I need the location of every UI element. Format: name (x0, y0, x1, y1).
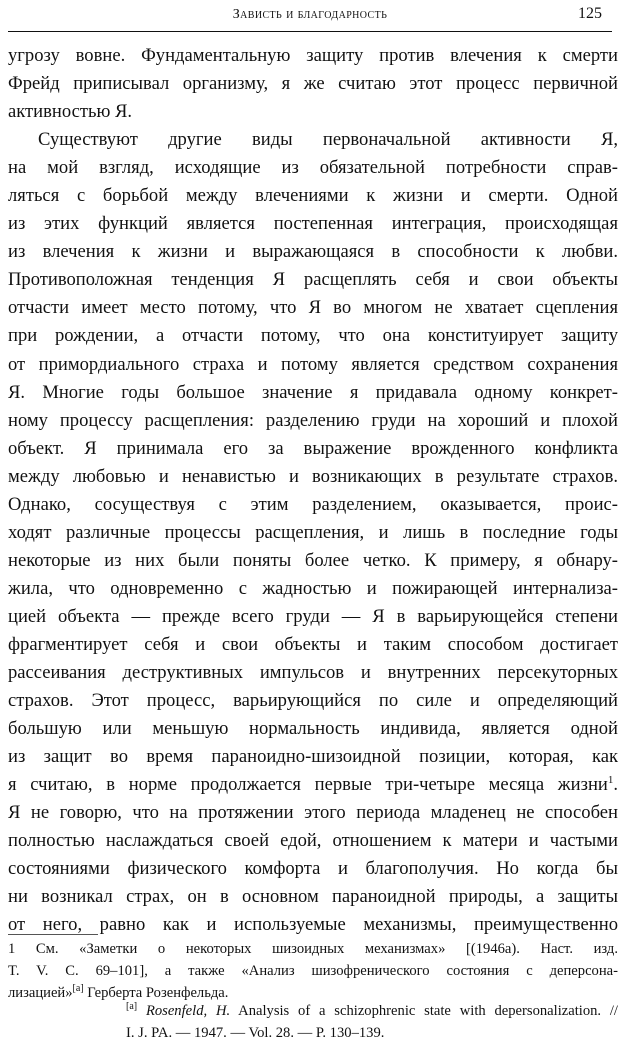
text-line: большую или меньшую нормальность индивида, является одной (8, 718, 618, 740)
page-header (0, 0, 620, 36)
text-line: отчасти имеет место потому, что Я во многом не хватает сцепления (8, 297, 618, 319)
reference-title: Analysis of a schizophrenic state with depersonalization. // (230, 1003, 618, 1019)
text-line: рассеивания деструктивных импульсов и внутренних персекуторных (8, 662, 618, 684)
text-line: на мой взгляд, исходящие из обязательной потребности справ- (8, 157, 618, 179)
text-line: цией объекта — прежде всего груди — Я в варьирующейся степени (8, 605, 618, 627)
text-line: между любовью и ненавистью и возникающих в результате страхов. (8, 465, 618, 487)
text-line: от примордиального страха и потому является средством сохранения (8, 353, 618, 375)
text-line: от него, равно как и используемые механизмы, преимущественно (8, 914, 618, 936)
text-line: фрагментирует себя и свои объекты и таким способом достигает (8, 633, 618, 655)
text-line: ни возникал страх, он в основном параноидной природы, а защиты (8, 886, 618, 908)
footnote-reference[interactable]: 1 (607, 774, 614, 787)
reference-marker: [a] (126, 1001, 138, 1013)
text-line: некоторые из них были поняты более четко. К примеру, я обнару- (8, 549, 618, 571)
reference-line: I. J. PA. — 1947. — Vol. 28. — P. 130–139. (126, 1025, 385, 1041)
body-text (8, 42, 618, 940)
footnote-segment: лизацией» (8, 985, 73, 1001)
text-line: Я не говорю, что на протяжении этого периода младенец не способен (8, 802, 618, 824)
text-line: полностью наслаждаться своей едой, отношением к матери и частыми (8, 830, 618, 852)
text-line: объект. Я принимала его за выражение врожденного конфликта (8, 437, 618, 459)
footnote-separator (8, 934, 98, 935)
footnote-segment: Герберта Розенфельда. (83, 985, 229, 1001)
reference-line (8, 1000, 618, 1022)
text-line: из защит во время параноидно-шизоидной позиции, которая, как (8, 746, 618, 768)
text-line: Я. Многие годы большое значение я придавала одному конкрет- (8, 381, 618, 403)
footnote-line: T. V. C. 69–101], а также «Анализ шизофренического состояния с деперсона- (8, 963, 618, 979)
footnote-ref-marker[interactable]: [a] (72, 983, 84, 995)
header-rule (8, 31, 612, 32)
text-line: угрозу вовне. Фундаментальную защиту против влечения к смерти (8, 45, 618, 66)
text-line: Однако, сосуществуя с этим разделением, оказывается, проис- (8, 493, 618, 515)
reference-note (8, 1000, 618, 1044)
reference-author: Rosenfeld, H. (145, 1003, 231, 1019)
text-line: активностью Я. (8, 101, 133, 123)
text-line: жила, что одновременно с жадностью и пожирающей интернализа- (8, 577, 618, 599)
text-line: ходят различные процессы расщепления, и лишь в последние годы (8, 521, 618, 543)
text-line: из влечения к жизни и выражающаяся в способности к любви. (8, 241, 618, 263)
footnote-line: 1 См. «Заметки о некоторых шизоидных механизмах» [(1946a). Наст. изд. (8, 941, 618, 957)
text-line: ляться с борьбой между влечениями к жизни и смерти. Одной (8, 185, 618, 207)
text-line: страхов. Этот процесс, варьирующийся по силе и определяющий (8, 690, 618, 712)
text-line: при рождении, а отчасти потому, что она конституирует защиту (8, 325, 618, 347)
running-head: Зависть и благодарность (232, 7, 388, 22)
text-line: Фрейд приписывал организму, я же считаю этот процесс первичной (8, 73, 618, 95)
footnotes (8, 938, 618, 1041)
text-line: из этих функций является постепенная интеграция, происходящая (8, 213, 618, 235)
text-line: Существуют другие виды первоначальной активности Я, (38, 129, 618, 151)
text-line: Противоположная тенденция Я расщеплять себя и свои объекты (8, 269, 618, 291)
text-line-with-footnote: я считаю, в норме продолжается первые три-четыре месяца жизни$^1$. (8, 774, 618, 796)
text-line-segment: я считаю, в норме продолжается первые три-четыре месяца жизни (8, 774, 608, 796)
text-line: состояниями физического комфорта и благополучия. Но когда бы (8, 858, 618, 880)
page-number: 125 (578, 5, 602, 22)
text-line: ному процессу расщепления: разделению груди на хороший и плохой (8, 409, 618, 431)
